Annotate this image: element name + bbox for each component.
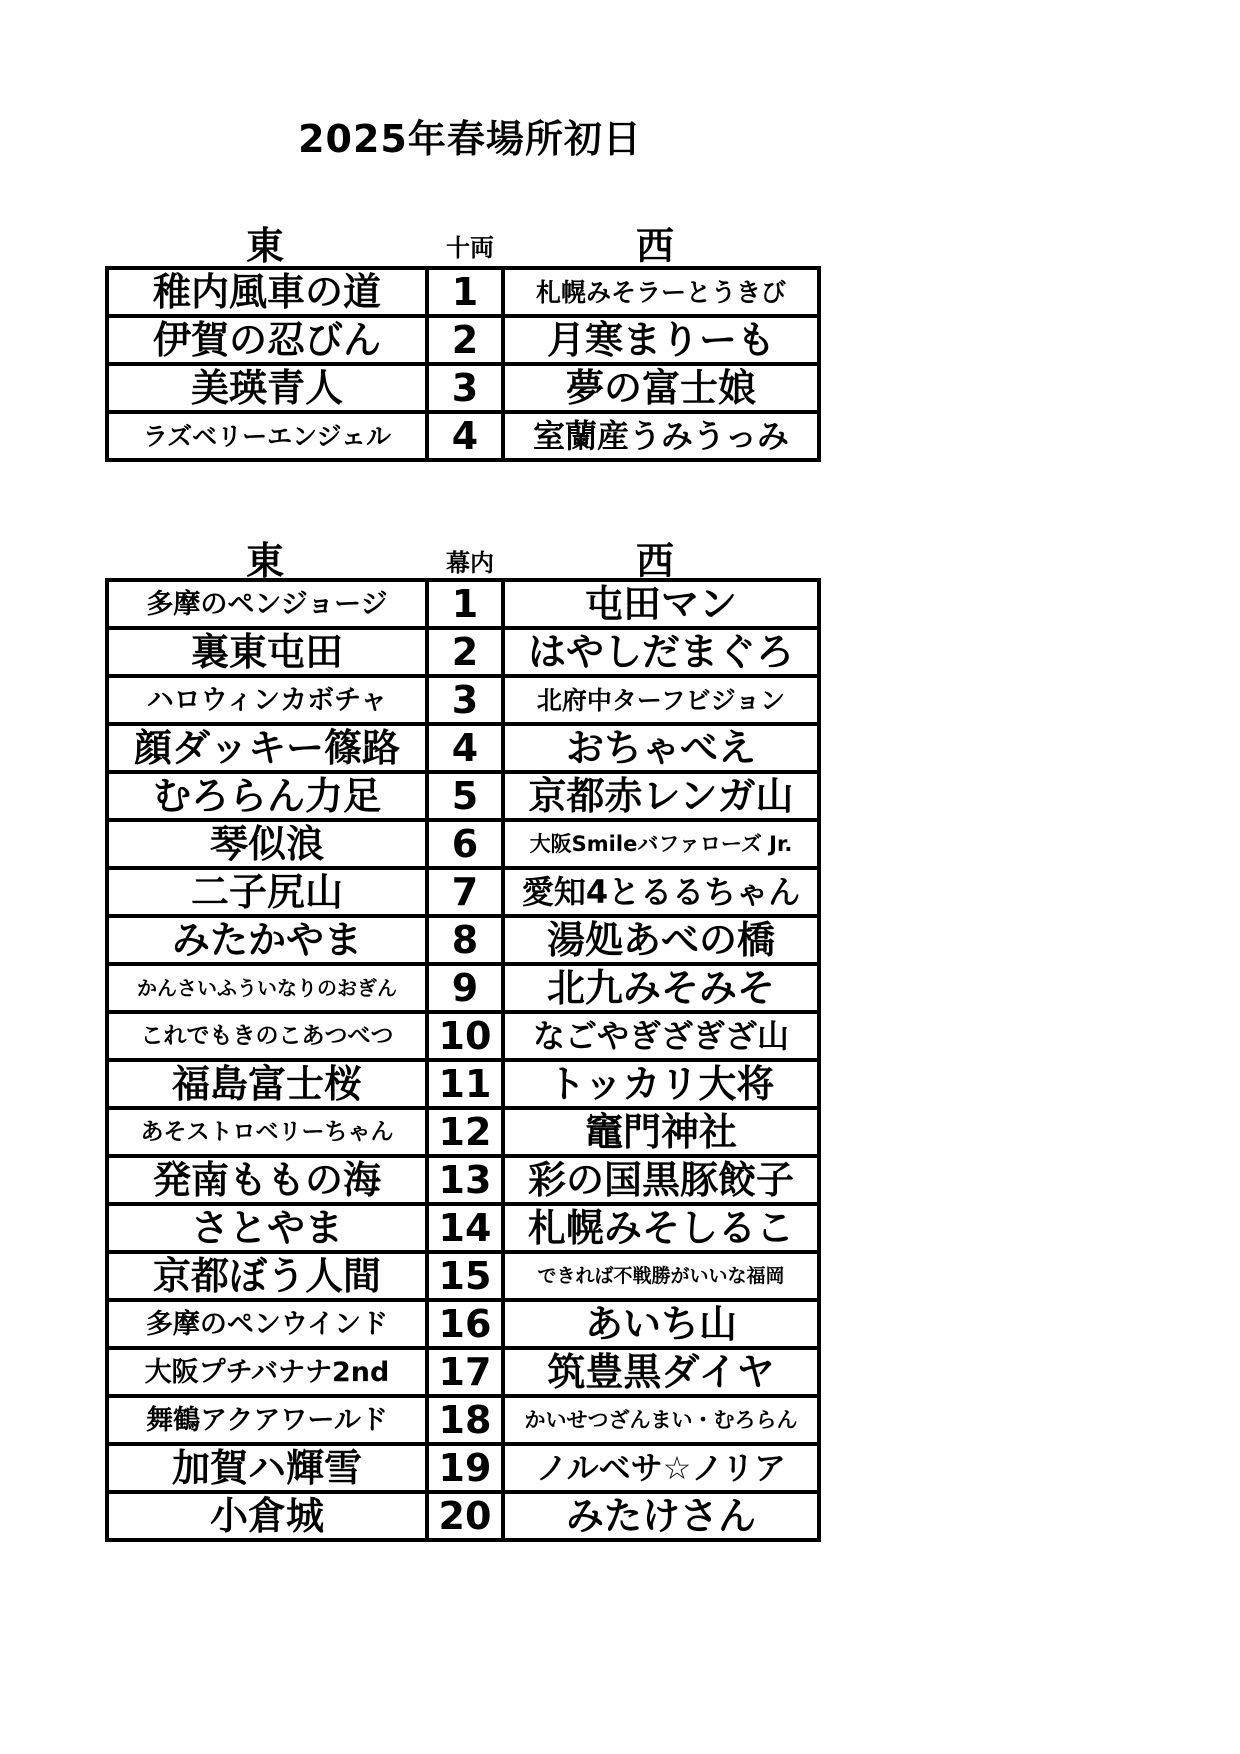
makuuchi-west-label: 西 — [635, 539, 674, 583]
east-wrestler: 加賀ハ輝雪 — [107, 1444, 427, 1492]
east-wrestler: 発南ももの海 — [107, 1156, 427, 1204]
west-wrestler: なごやぎざぎざ山 — [503, 1012, 819, 1060]
table-row — [107, 1348, 819, 1396]
bout-rank: 12 — [427, 1108, 503, 1156]
bout-rank: 9 — [427, 964, 503, 1012]
table-row — [107, 1156, 819, 1204]
east-wrestler: 美瑛青人 — [107, 364, 427, 412]
table-row — [107, 316, 819, 364]
table-row — [107, 772, 819, 820]
east-wrestler: ハロウィンカボチャ — [107, 676, 427, 724]
west-wrestler: 北府中ターフビジョン — [503, 676, 819, 724]
bout-rank: 2 — [427, 628, 503, 676]
table-row — [107, 1012, 819, 1060]
table-row — [107, 724, 819, 772]
table-row — [107, 1108, 819, 1156]
bout-rank: 20 — [427, 1492, 503, 1540]
west-wrestler: トッカリ大将 — [503, 1060, 819, 1108]
table-row — [107, 1060, 819, 1108]
table-row — [107, 1300, 819, 1348]
table-row — [107, 412, 819, 460]
east-wrestler: 裏東屯田 — [107, 628, 427, 676]
bout-rank: 15 — [427, 1252, 503, 1300]
east-wrestler: 稚内風車の道 — [107, 268, 427, 316]
bout-rank: 4 — [427, 724, 503, 772]
west-wrestler: 屯田マン — [503, 580, 819, 628]
bout-rank: 1 — [427, 580, 503, 628]
table-row — [107, 916, 819, 964]
east-wrestler: 京都ぼう人間 — [107, 1252, 427, 1300]
table-row — [107, 364, 819, 412]
table-row — [107, 964, 819, 1012]
east-wrestler: 琴似浪 — [107, 820, 427, 868]
bout-rank: 3 — [427, 364, 503, 412]
table-row — [107, 1396, 819, 1444]
bout-rank: 16 — [427, 1300, 503, 1348]
bout-rank: 1 — [427, 268, 503, 316]
east-wrestler: 小倉城 — [107, 1492, 427, 1540]
west-wrestler: できれば不戦勝がいいな福岡 — [503, 1252, 819, 1300]
table-row — [107, 580, 819, 628]
east-wrestler: 二子尻山 — [107, 868, 427, 916]
west-wrestler: 月寒まりーも — [503, 316, 819, 364]
table-row — [107, 1252, 819, 1300]
table-row — [107, 820, 819, 868]
bout-rank: 14 — [427, 1204, 503, 1252]
bout-rank: 3 — [427, 676, 503, 724]
west-wrestler: ノルベサ☆ノリア — [503, 1444, 819, 1492]
east-wrestler: むろらん力足 — [107, 772, 427, 820]
bout-rank: 5 — [427, 772, 503, 820]
makuuchi-table — [105, 578, 821, 1542]
makuuchi-division-label: 幕内 — [446, 549, 494, 577]
west-wrestler: かいせつざんまい・むろらん — [503, 1396, 819, 1444]
west-wrestler: みたけさん — [503, 1492, 819, 1540]
west-wrestler: 北九みそみそ — [503, 964, 819, 1012]
bout-rank: 10 — [427, 1012, 503, 1060]
juryo-division-label: 十両 — [446, 234, 494, 262]
east-wrestler: 舞鶴アクアワールド — [107, 1396, 427, 1444]
table-row — [107, 1492, 819, 1540]
table-row — [107, 868, 819, 916]
bout-rank: 13 — [427, 1156, 503, 1204]
table-row — [107, 1204, 819, 1252]
west-wrestler: 京都赤レンガ山 — [503, 772, 819, 820]
east-wrestler: 福島富士桜 — [107, 1060, 427, 1108]
west-wrestler: 室蘭産うみうっみ — [503, 412, 819, 460]
bout-rank: 18 — [427, 1396, 503, 1444]
bout-rank: 6 — [427, 820, 503, 868]
table-row — [107, 268, 819, 316]
east-wrestler: ラズベリーエンジェル — [107, 412, 427, 460]
east-wrestler: 多摩のペンウインド — [107, 1300, 427, 1348]
west-wrestler: あいち山 — [503, 1300, 819, 1348]
juryo-table — [105, 266, 821, 462]
east-wrestler: 多摩のペンジョージ — [107, 580, 427, 628]
bout-rank: 4 — [427, 412, 503, 460]
table-row — [107, 676, 819, 724]
east-wrestler: あそストロベリーちゃん — [107, 1108, 427, 1156]
bout-rank: 11 — [427, 1060, 503, 1108]
bout-rank: 8 — [427, 916, 503, 964]
east-wrestler: 顔ダッキー篠路 — [107, 724, 427, 772]
east-wrestler: 大阪プチバナナ2nd — [107, 1348, 427, 1396]
juryo-east-label: 東 — [245, 224, 284, 268]
west-wrestler: 愛知4とるるちゃん — [503, 868, 819, 916]
table-row — [107, 628, 819, 676]
west-wrestler: はやしだまぐろ — [503, 628, 819, 676]
makuuchi-east-label: 東 — [245, 539, 284, 583]
bout-rank: 17 — [427, 1348, 503, 1396]
east-wrestler: 伊賀の忍びん — [107, 316, 427, 364]
west-wrestler: 大阪Smileバファローズ Jr. — [503, 820, 819, 868]
west-wrestler: 札幌みそしるこ — [503, 1204, 819, 1252]
bout-rank: 19 — [427, 1444, 503, 1492]
page-title: 2025年春場所初日 — [298, 117, 642, 161]
table-row — [107, 1444, 819, 1492]
bout-rank: 2 — [427, 316, 503, 364]
west-wrestler: 夢の富士娘 — [503, 364, 819, 412]
west-wrestler: 湯処あべの橋 — [503, 916, 819, 964]
west-wrestler: 札幌みそラーとうきび — [503, 268, 819, 316]
west-wrestler: おちゃべえ — [503, 724, 819, 772]
west-wrestler: 彩の国黒豚餃子 — [503, 1156, 819, 1204]
east-wrestler: これでもきのこあつべつ — [107, 1012, 427, 1060]
east-wrestler: さとやま — [107, 1204, 427, 1252]
west-wrestler: 竈門神社 — [503, 1108, 819, 1156]
bout-rank: 7 — [427, 868, 503, 916]
west-wrestler: 筑豊黒ダイヤ — [503, 1348, 819, 1396]
juryo-west-label: 西 — [635, 224, 674, 268]
east-wrestler: みたかやま — [107, 916, 427, 964]
east-wrestler: かんさいふういなりのおぎん — [107, 964, 427, 1012]
